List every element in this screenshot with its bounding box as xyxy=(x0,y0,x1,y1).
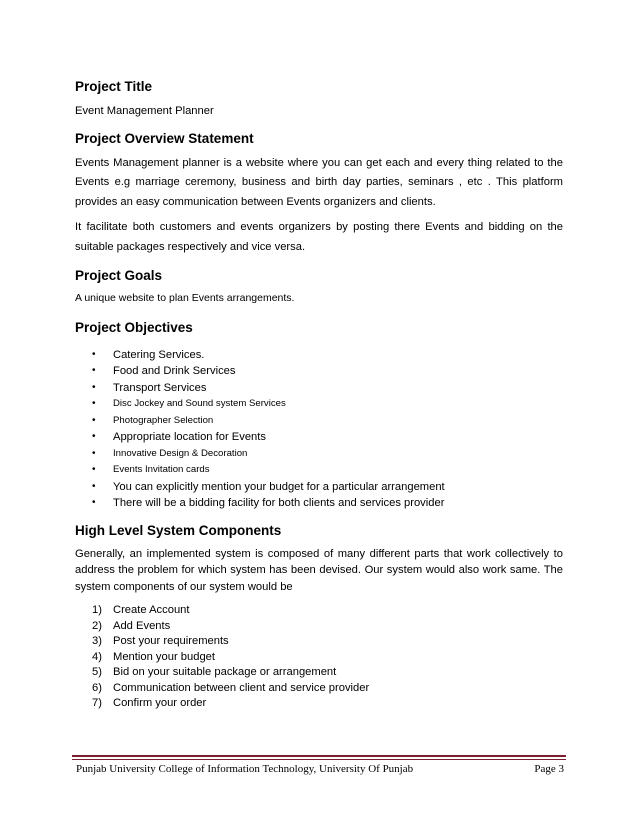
list-item-text: Photographer Selection xyxy=(113,414,214,426)
bullet-icon: • xyxy=(92,464,96,475)
list-item-text: Create Account xyxy=(113,604,190,616)
list-number: 1) xyxy=(92,604,102,616)
project-title-heading: Project Title xyxy=(75,79,153,94)
list-item xyxy=(92,603,563,619)
list-number: 4) xyxy=(92,650,102,663)
list-item xyxy=(92,446,563,463)
list-item xyxy=(92,462,563,479)
list-item-text: You can explicitly mention your budget for a particular arrangement xyxy=(113,480,445,493)
project-title-text: Event Management Planner xyxy=(75,105,214,117)
footer-rule-thin xyxy=(72,759,566,760)
list-item xyxy=(92,479,563,496)
list-item-text: Events Invitation cards xyxy=(113,464,210,475)
bullet-icon: • xyxy=(92,398,96,409)
footer-page-number: Page 3 xyxy=(534,763,564,775)
list-item xyxy=(92,347,563,364)
list-item xyxy=(92,681,563,697)
list-number: 6) xyxy=(92,681,102,694)
bullet-icon: • xyxy=(92,414,96,426)
objectives-heading: Project Objectives xyxy=(75,319,193,335)
list-item-text: Food and Drink Services xyxy=(113,365,236,377)
list-item-text: Mention your budget xyxy=(113,650,215,663)
goals-text: A unique website to plan Events arrangements. xyxy=(75,292,295,304)
overview-paragraph: Events Management planner is a website where you can get each and every thing related to the Events e.g marriage ceremony, business and birth day parties, seminars , etc . This platform provides an easy communication between Events organizers and clients. xyxy=(75,156,563,208)
bullet-icon: • xyxy=(92,365,96,376)
list-item-text: Communication between client and service provider xyxy=(113,681,370,694)
components-intro: Generally, an implemented system is composed of many different parts that work collectively to address the problem for which system has been devised. Our system would also work same. The system components of our system would be xyxy=(75,547,563,593)
objectives-list xyxy=(75,347,563,512)
footer-institution: Punjab University College of Information Technology, University Of Punjab xyxy=(76,763,414,775)
list-item-text: Bid on your suitable package or arrangement xyxy=(113,666,337,678)
page-content xyxy=(75,78,563,712)
list-item-text: Appropriate location for Events xyxy=(113,431,266,443)
list-item-text: There will be a bidding facility for both clients and services provider xyxy=(113,497,445,509)
list-item-text: Disc Jockey and Sound system Services xyxy=(113,398,286,409)
list-item-text: Post your requirements xyxy=(113,635,229,647)
list-item xyxy=(92,396,563,413)
components-heading: High Level System Components xyxy=(75,522,282,538)
list-number: 2) xyxy=(92,619,102,632)
bullet-icon: • xyxy=(92,431,96,442)
list-number: 5) xyxy=(92,666,102,678)
bullet-icon: • xyxy=(92,497,96,508)
footer-rule-thick xyxy=(72,755,566,757)
list-item xyxy=(92,696,563,712)
list-item xyxy=(92,665,563,681)
overview-heading: Project Overview Statement xyxy=(75,130,254,146)
list-item-text: Transport Services xyxy=(113,381,207,394)
list-item xyxy=(92,634,563,650)
facilitate-paragraph: It facilitate both customers and events organizers by posting there Events and bidding on the suitable packages respectively and vice versa. xyxy=(75,221,563,253)
list-item xyxy=(92,363,563,380)
list-item-text: Catering Services. xyxy=(113,348,205,361)
list-item xyxy=(92,495,563,512)
list-number: 3) xyxy=(92,635,102,647)
list-item xyxy=(92,380,563,397)
list-number: 7) xyxy=(92,697,102,709)
list-item xyxy=(92,413,563,430)
list-item xyxy=(92,429,563,446)
bullet-icon: • xyxy=(92,447,96,459)
list-item xyxy=(92,650,563,666)
list-item-text: Confirm your order xyxy=(113,697,207,709)
bullet-icon: • xyxy=(92,480,96,492)
bullet-icon: • xyxy=(92,348,96,360)
list-item xyxy=(92,619,563,635)
goals-heading: Project Goals xyxy=(75,268,163,283)
list-item-text: Innovative Design & Decoration xyxy=(113,447,248,459)
bullet-icon: • xyxy=(92,381,96,393)
components-list xyxy=(75,603,563,712)
list-item-text: Add Events xyxy=(113,619,171,632)
